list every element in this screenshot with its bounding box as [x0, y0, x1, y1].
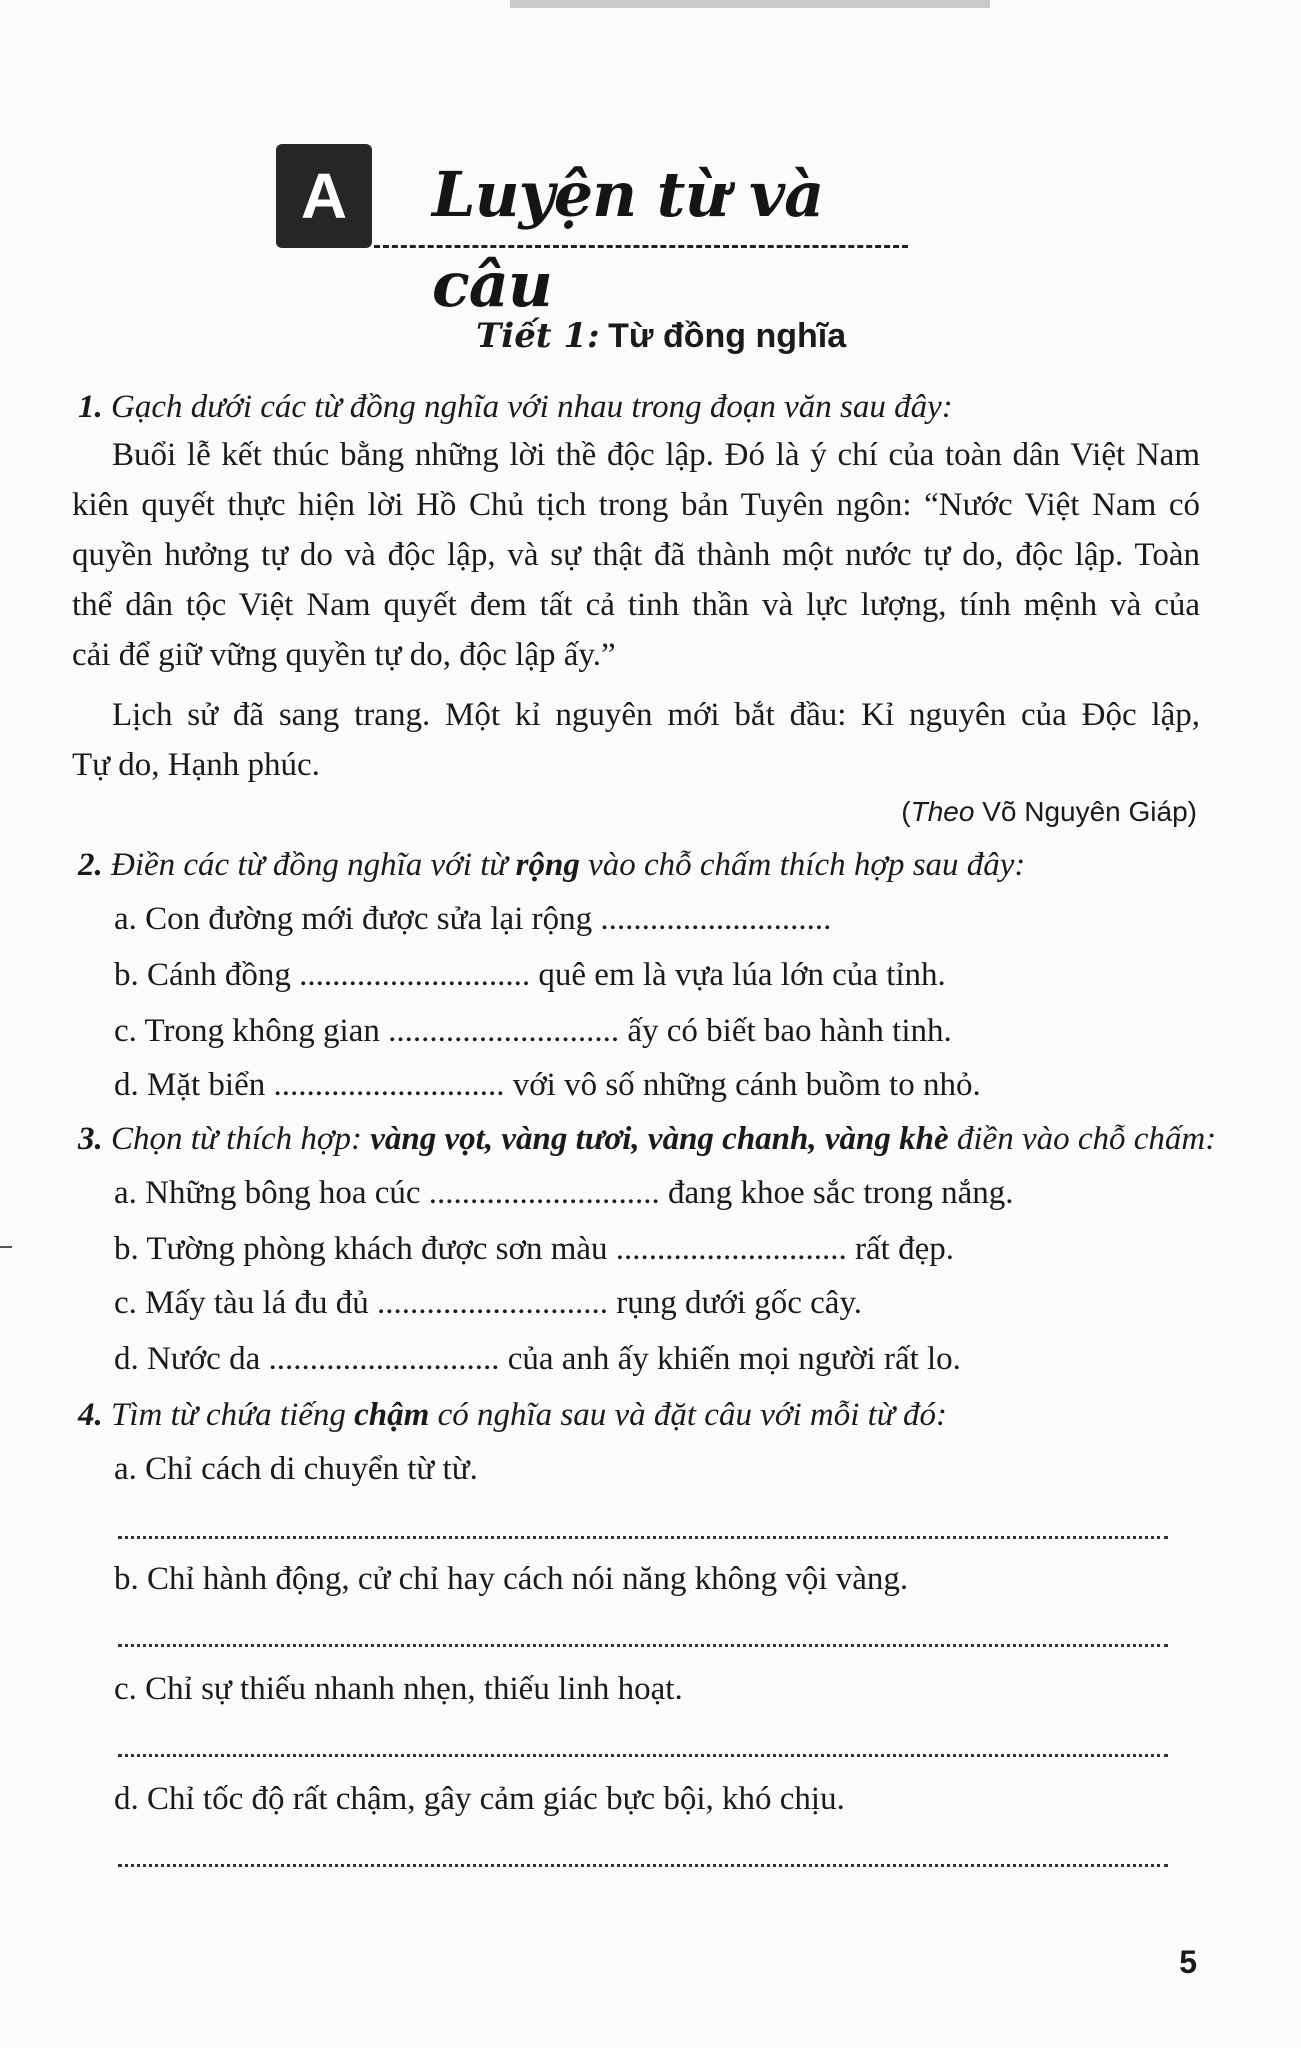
answer-line[interactable]	[118, 1754, 1168, 1757]
page-number: 5	[1179, 1944, 1197, 1980]
question-number: 1.	[78, 389, 103, 425]
question-text: vào chỗ chấm thích hợp sau đây:	[588, 847, 1026, 883]
fill-blank-item[interactable]: a. Con đường mới được sửa lại rộng ............................	[114, 901, 832, 937]
section-title: Luyện từ và câu	[432, 158, 824, 321]
lesson-heading	[476, 308, 846, 365]
lesson-number: Tiết 1:	[476, 316, 600, 356]
sentence-item: c. Chỉ sự thiếu nhanh nhẹn, thiếu linh hoạt.	[114, 1671, 683, 1707]
fill-blank-item[interactable]: a. Những bông hoa cúc ............................ đang khoe sắc trong nắng.	[114, 1175, 1014, 1211]
question-3-prompt	[78, 1114, 1216, 1164]
sentence-item: a. Chỉ cách di chuyển từ từ.	[114, 1451, 478, 1487]
passage-line: quyền hưởng tự do và độc lập, và sự thật đã thành một nước tự do, độc lập. Toàn	[72, 537, 1200, 573]
passage-source: (Theo Võ Nguyên Giáp)	[901, 796, 1197, 827]
question-text: Gạch dưới các từ đồng nghĩa với nhau trong đoạn văn sau đây:	[111, 389, 953, 425]
fill-blank-item[interactable]: d. Nước da ............................ của anh ấy khiến mọi người rất lo.	[114, 1341, 961, 1377]
question-text: điền vào chỗ chấm:	[956, 1121, 1217, 1157]
fill-blank-item[interactable]: c. Mấy tàu lá đu đủ ............................ rụng dưới gốc cây.	[114, 1285, 863, 1321]
question-keyword: chậm	[354, 1397, 430, 1433]
fill-blank-item[interactable]: b. Tường phòng khách được sơn màu ............................ rất đẹp.	[114, 1231, 954, 1267]
question-text: Tìm từ chứa tiếng	[111, 1397, 346, 1433]
passage-line: kiên quyết thực hiện lời Hồ Chủ tịch trong bản Tuyên ngôn: “Nước Việt Nam có	[72, 487, 1200, 523]
question-4-prompt	[78, 1390, 947, 1440]
passage-line: Buổi lễ kết thúc bằng những lời thề độc lập. Đó là ý chí của toàn dân Việt Nam	[112, 437, 1200, 473]
sentence-item: d. Chỉ tốc độ rất chậm, gây cảm giác bực bội, khó chịu.	[114, 1781, 845, 1817]
fill-blank-item[interactable]: c. Trong không gian ............................ ấy có biết bao hành tinh.	[114, 1013, 952, 1049]
question-text: có nghĩa sau và đặt câu với mỗi từ đó:	[437, 1397, 948, 1433]
question-1-prompt	[78, 382, 953, 432]
question-number: 2.	[78, 847, 103, 883]
question-keyword: vàng khè	[824, 1121, 949, 1157]
question-number: 3.	[78, 1121, 103, 1157]
scan-edge	[510, 0, 990, 8]
answer-line[interactable]	[118, 1536, 1168, 1539]
title-underline	[374, 245, 908, 248]
question-keyword: vàng chanh,	[647, 1121, 817, 1157]
source-prefix: Theo	[910, 796, 975, 827]
passage-line: Lịch sử đã sang trang. Một kỉ nguyên mới bắt đầu: Kỉ nguyên của Độc lập,	[112, 697, 1200, 733]
fill-blank-item[interactable]: d. Mặt biển ............................ với vô số những cánh buồm to nhỏ.	[114, 1067, 981, 1103]
question-text: Điền các từ đồng nghĩa với từ	[111, 847, 508, 883]
question-number: 4.	[78, 1397, 103, 1433]
question-keyword: vàng vọt,	[370, 1121, 494, 1157]
sentence-item: b. Chỉ hành động, cử chỉ hay cách nói năng không vội vàng.	[114, 1561, 909, 1597]
answer-line[interactable]	[118, 1644, 1168, 1647]
passage-line: Tự do, Hạnh phúc.	[72, 747, 320, 783]
lesson-name: Từ đồng nghĩa	[608, 317, 847, 355]
fill-blank-item[interactable]: b. Cánh đồng ............................ quê em là vựa lúa lớn của tỉnh.	[114, 957, 946, 993]
question-keyword: rộng	[515, 847, 580, 883]
passage-line: thể dân tộc Việt Nam quyết đem tất cả tinh thần và lực lượng, tính mệnh và của	[72, 587, 1200, 623]
question-text: Chọn từ thích hợp:	[111, 1121, 363, 1157]
source-author: Võ Nguyên Giáp	[982, 796, 1188, 827]
section-letter-badge: A	[276, 144, 372, 248]
answer-line[interactable]	[118, 1864, 1168, 1867]
margin-mark	[0, 1246, 12, 1248]
question-2-prompt	[78, 840, 1025, 890]
question-keyword: vàng tươi,	[501, 1121, 640, 1157]
passage-line: cải để giữ vững quyền tự do, độc lập ấy.”	[72, 637, 616, 673]
